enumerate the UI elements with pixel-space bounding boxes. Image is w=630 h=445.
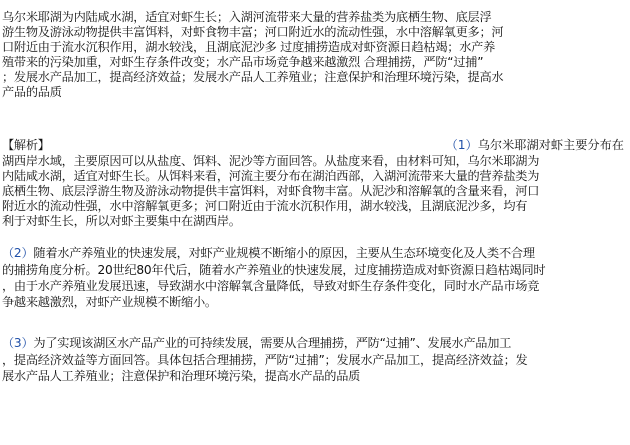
paragraph-3-first-line xyxy=(2,336,511,350)
answer-line: ；发展水产品加工，提高经济效益；发展水产品人工养殖业；注意保护和治理环境污染，提高水 xyxy=(2,70,504,84)
paragraph-2-first-line xyxy=(2,246,535,260)
paragraph-line: 的捕捞角度分析。20世纪80年代后，随着水产养殖业的快速发展，过度捕捞造成对虾资源日趋枯竭同时 xyxy=(2,263,546,277)
paragraph-3-lead: 为了实现该湖区水产品产业的可持续发展，需要从合理捕捞，严防“过捕”、发展水产品加工 xyxy=(33,336,512,350)
paragraph-3-number: （3） xyxy=(2,336,34,350)
answer-line: 口附近由于流水沉积作用，湖水较浅，且湖底泥沙多 过度捕捞造成对虾资源日趋枯竭；水产养 xyxy=(2,40,496,54)
paragraph-1-number: （1） xyxy=(445,138,478,152)
paragraph-line: 利于对虾生长，所以对虾主要集中在湖西岸。 xyxy=(2,214,241,228)
answer-line: 产品的品质 xyxy=(2,85,62,99)
analysis-header: 【解析】 xyxy=(2,138,50,152)
paragraph-line: 内陆咸水湖，适宜对虾生长。从饵料来看，河流主要分布在湖泊西部，入湖河流带来大量的营养盐类为 xyxy=(2,169,540,183)
paragraph-line: ，提高经济效益等方面回答。具体包括合理捕捞，严防“过捕”；发展水产品加工，提高经济效益；发 xyxy=(2,353,528,367)
paragraph-line: 附近水的流动性强，水中溶解氧更多；河口附近由于流水沉积作用，湖水较浅，且湖底泥沙多，均有 xyxy=(2,199,528,213)
paragraph-line: 展水产品人工养殖业；注意保护和治理环境污染，提高水产品的品质 xyxy=(2,369,361,383)
paragraph-1-lead: 乌尔米耶湖对虾主要分布在 xyxy=(477,138,624,152)
paragraph-line: ，由于水产养殖业发展迅速，导致湖水中溶解氧含量降低，导致对虾生存条件变化，同时水产品市场竞 xyxy=(2,279,540,293)
paragraph-2-number: （2） xyxy=(2,246,34,260)
paragraph-line: 湖西岸水域，主要原因可以从盐度、饵料、泥沙等方面回答。从盐度来看，由材料可知，乌尔米耶湖为 xyxy=(2,154,540,168)
paragraph-line: 底栖生物、底层浮游生物及游泳动物提供丰富饵料，对虾食物丰富。从泥沙和溶解氧的含量来看，河口 xyxy=(2,184,540,198)
answer-line: 殖带来的污染加重，对虾生存条件改变；水产品市场竞争越来越激烈 合理捕捞，严防“过捕” xyxy=(2,55,484,69)
answer-line: 乌尔米耶湖为内陆咸水湖，适宜对虾生长；入湖河流带来大量的营养盐类为底栖生物、底层浮 xyxy=(2,10,492,24)
paragraph-line: 争越来越激烈，对虾产业规模不断缩小。 xyxy=(2,295,217,309)
answer-line: 游生物及游泳动物提供丰富饵料，对虾食物丰富；河口附近水的流动性强，水中溶解氧更多；河 xyxy=(2,25,504,39)
paragraph-1-first-line xyxy=(446,138,624,152)
paragraph-2-lead: 随着水产养殖业的快速发展，对虾产业规模不断缩小的原因，主要从生态环境变化及人类不合理 xyxy=(33,246,535,260)
